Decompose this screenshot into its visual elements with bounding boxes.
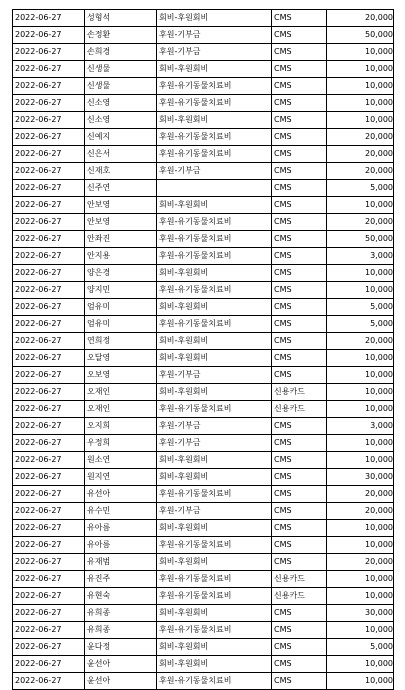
category-cell: 후원-유기동물치료비 <box>157 248 272 265</box>
donor-name-cell: 오재인 <box>85 401 157 418</box>
donor-name-cell: 신재호 <box>85 163 157 180</box>
amount-cell: 20,000 <box>327 163 394 180</box>
table-row <box>13 588 394 605</box>
payment-method-cell: CMS <box>272 282 327 299</box>
table-row <box>13 435 394 452</box>
amount-cell: 10,000 <box>327 401 394 418</box>
table-row <box>13 571 394 588</box>
category-cell: 회비-후원회비 <box>157 299 272 316</box>
donor-name-cell: 양은경 <box>85 265 157 282</box>
donor-name-cell: 유희종 <box>85 605 157 622</box>
category-cell: 후원-유기동물치료비 <box>157 231 272 248</box>
donor-name-cell: 오지희 <box>85 418 157 435</box>
payment-method-cell: 신용카드 <box>272 384 327 401</box>
category-cell: 회비-후원회비 <box>157 61 272 78</box>
donor-name-cell: 윤선아 <box>85 673 157 690</box>
table-row <box>13 503 394 520</box>
category-cell: 후원-기부금 <box>157 367 272 384</box>
table-row <box>13 27 394 44</box>
donor-name-cell: 신예지 <box>85 129 157 146</box>
amount-cell: 5,000 <box>327 639 394 656</box>
amount-cell: 10,000 <box>327 350 394 367</box>
amount-cell: 20,000 <box>327 10 394 27</box>
category-cell: 회비-후원회비 <box>157 469 272 486</box>
payment-method-cell: CMS <box>272 554 327 571</box>
payment-method-cell: CMS <box>272 95 327 112</box>
table-row <box>13 282 394 299</box>
table-row <box>13 265 394 282</box>
donor-name-cell: 유수민 <box>85 503 157 520</box>
category-cell: 회비-후원회비 <box>157 10 272 27</box>
amount-cell: 10,000 <box>327 520 394 537</box>
donor-name-cell: 성형석 <box>85 10 157 27</box>
donor-name-cell: 오재인 <box>85 384 157 401</box>
payment-method-cell: CMS <box>272 605 327 622</box>
table-row <box>13 316 394 333</box>
table-row <box>13 61 394 78</box>
payment-method-cell: CMS <box>272 316 327 333</box>
date-cell: 2022-06-27 <box>13 265 85 282</box>
payment-method-cell: CMS <box>272 673 327 690</box>
amount-cell: 20,000 <box>327 554 394 571</box>
payment-method-cell: 신용카드 <box>272 571 327 588</box>
donor-name-cell: 손희경 <box>85 44 157 61</box>
payment-method-cell: CMS <box>272 163 327 180</box>
category-cell <box>157 180 272 197</box>
amount-cell: 5,000 <box>327 316 394 333</box>
table-row <box>13 639 394 656</box>
donor-name-cell: 엄유미 <box>85 299 157 316</box>
donor-name-cell: 신주연 <box>85 180 157 197</box>
category-cell: 회비-후원회비 <box>157 639 272 656</box>
payment-method-cell: CMS <box>272 537 327 554</box>
category-cell: 회비-후원회비 <box>157 197 272 214</box>
amount-cell: 10,000 <box>327 95 394 112</box>
donor-name-cell: 양지민 <box>85 282 157 299</box>
amount-cell: 10,000 <box>327 435 394 452</box>
amount-cell: 10,000 <box>327 78 394 95</box>
payment-method-cell: CMS <box>272 486 327 503</box>
table-row <box>13 384 394 401</box>
date-cell: 2022-06-27 <box>13 350 85 367</box>
payment-method-cell: CMS <box>272 44 327 61</box>
amount-cell: 10,000 <box>327 571 394 588</box>
table-row <box>13 10 394 27</box>
donor-name-cell: 신은서 <box>85 146 157 163</box>
payment-method-cell: CMS <box>272 265 327 282</box>
table-row <box>13 95 394 112</box>
payment-method-cell: CMS <box>272 656 327 673</box>
table-row <box>13 401 394 418</box>
date-cell: 2022-06-27 <box>13 367 85 384</box>
amount-cell: 10,000 <box>327 197 394 214</box>
date-cell: 2022-06-27 <box>13 588 85 605</box>
category-cell: 후원-유기동물치료비 <box>157 316 272 333</box>
payment-method-cell: CMS <box>272 27 327 44</box>
amount-cell: 50,000 <box>327 27 394 44</box>
donor-name-cell: 엄유미 <box>85 316 157 333</box>
date-cell: 2022-06-27 <box>13 656 85 673</box>
donor-name-cell: 유진주 <box>85 571 157 588</box>
payment-method-cell: CMS <box>272 350 327 367</box>
date-cell: 2022-06-27 <box>13 622 85 639</box>
date-cell: 2022-06-27 <box>13 452 85 469</box>
table-row <box>13 350 394 367</box>
date-cell: 2022-06-27 <box>13 333 85 350</box>
category-cell: 후원-기부금 <box>157 44 272 61</box>
donor-name-cell: 유현숙 <box>85 588 157 605</box>
date-cell: 2022-06-27 <box>13 180 85 197</box>
payment-method-cell: CMS <box>272 452 327 469</box>
table-row <box>13 214 394 231</box>
date-cell: 2022-06-27 <box>13 469 85 486</box>
category-cell: 후원-유기동물치료비 <box>157 571 272 588</box>
table-row <box>13 44 394 61</box>
amount-cell: 10,000 <box>327 367 394 384</box>
date-cell: 2022-06-27 <box>13 146 85 163</box>
donor-name-cell: 신소영 <box>85 95 157 112</box>
date-cell: 2022-06-27 <box>13 27 85 44</box>
payment-method-cell: 신용카드 <box>272 588 327 605</box>
category-cell: 회비-후원회비 <box>157 656 272 673</box>
category-cell: 후원-유기동물치료비 <box>157 622 272 639</box>
date-cell: 2022-06-27 <box>13 384 85 401</box>
donor-name-cell: 연희정 <box>85 333 157 350</box>
amount-cell: 10,000 <box>327 44 394 61</box>
table-row <box>13 112 394 129</box>
date-cell: 2022-06-27 <box>13 112 85 129</box>
payment-method-cell: CMS <box>272 367 327 384</box>
table-row <box>13 146 394 163</box>
category-cell: 후원-유기동물치료비 <box>157 146 272 163</box>
category-cell: 후원-유기동물치료비 <box>157 673 272 690</box>
table-row <box>13 622 394 639</box>
donor-name-cell: 유아름 <box>85 537 157 554</box>
payment-method-cell: CMS <box>272 622 327 639</box>
payment-method-cell: CMS <box>272 112 327 129</box>
table-row <box>13 452 394 469</box>
date-cell: 2022-06-27 <box>13 197 85 214</box>
amount-cell: 10,000 <box>327 656 394 673</box>
table-row <box>13 333 394 350</box>
date-cell: 2022-06-27 <box>13 503 85 520</box>
date-cell: 2022-06-27 <box>13 95 85 112</box>
donor-name-cell: 안보영 <box>85 197 157 214</box>
category-cell: 후원-유기동물치료비 <box>157 214 272 231</box>
amount-cell: 20,000 <box>327 146 394 163</box>
donor-name-cell: 유아름 <box>85 520 157 537</box>
date-cell: 2022-06-27 <box>13 129 85 146</box>
donor-name-cell: 윤선아 <box>85 656 157 673</box>
amount-cell: 20,000 <box>327 486 394 503</box>
table-row <box>13 129 394 146</box>
payment-method-cell: CMS <box>272 299 327 316</box>
ledger-body <box>13 10 394 690</box>
amount-cell: 30,000 <box>327 605 394 622</box>
amount-cell: 5,000 <box>327 180 394 197</box>
date-cell: 2022-06-27 <box>13 605 85 622</box>
amount-cell: 3,000 <box>327 418 394 435</box>
table-row <box>13 180 394 197</box>
table-row <box>13 418 394 435</box>
table-row <box>13 656 394 673</box>
date-cell: 2022-06-27 <box>13 61 85 78</box>
date-cell: 2022-06-27 <box>13 401 85 418</box>
category-cell: 후원-유기동물치료비 <box>157 78 272 95</box>
amount-cell: 10,000 <box>327 673 394 690</box>
date-cell: 2022-06-27 <box>13 673 85 690</box>
payment-method-cell: CMS <box>272 146 327 163</box>
donor-name-cell: 윤다정 <box>85 639 157 656</box>
payment-method-cell: CMS <box>272 180 327 197</box>
donor-name-cell: 손정환 <box>85 27 157 44</box>
amount-cell: 10,000 <box>327 537 394 554</box>
donor-name-cell: 신소영 <box>85 112 157 129</box>
table-row <box>13 486 394 503</box>
date-cell: 2022-06-27 <box>13 44 85 61</box>
table-row <box>13 163 394 180</box>
category-cell: 회비-후원회비 <box>157 350 272 367</box>
date-cell: 2022-06-27 <box>13 537 85 554</box>
category-cell: 후원-기부금 <box>157 27 272 44</box>
date-cell: 2022-06-27 <box>13 520 85 537</box>
amount-cell: 50,000 <box>327 231 394 248</box>
date-cell: 2022-06-27 <box>13 299 85 316</box>
donor-name-cell: 오달영 <box>85 350 157 367</box>
donor-name-cell: 유재범 <box>85 554 157 571</box>
category-cell: 회비-후원회비 <box>157 112 272 129</box>
payment-method-cell: CMS <box>272 503 327 520</box>
date-cell: 2022-06-27 <box>13 435 85 452</box>
amount-cell: 10,000 <box>327 265 394 282</box>
category-cell: 후원-유기동물치료비 <box>157 401 272 418</box>
payment-method-cell: CMS <box>272 333 327 350</box>
category-cell: 회비-후원회비 <box>157 605 272 622</box>
category-cell: 후원-유기동물치료비 <box>157 588 272 605</box>
amount-cell: 3,000 <box>327 248 394 265</box>
table-row <box>13 469 394 486</box>
amount-cell: 10,000 <box>327 588 394 605</box>
table-row <box>13 537 394 554</box>
date-cell: 2022-06-27 <box>13 639 85 656</box>
amount-cell: 20,000 <box>327 503 394 520</box>
amount-cell: 5,000 <box>327 299 394 316</box>
category-cell: 후원-유기동물치료비 <box>157 95 272 112</box>
date-cell: 2022-06-27 <box>13 10 85 27</box>
payment-method-cell: CMS <box>272 520 327 537</box>
amount-cell: 10,000 <box>327 622 394 639</box>
category-cell: 회비-후원회비 <box>157 384 272 401</box>
payment-method-cell: 신용카드 <box>272 401 327 418</box>
category-cell: 회비-후원회비 <box>157 452 272 469</box>
category-cell: 회비-후원회비 <box>157 333 272 350</box>
payment-method-cell: CMS <box>272 418 327 435</box>
donor-name-cell: 안좌진 <box>85 231 157 248</box>
table-row <box>13 231 394 248</box>
category-cell: 후원-기부금 <box>157 435 272 452</box>
date-cell: 2022-06-27 <box>13 78 85 95</box>
category-cell: 회비-후원회비 <box>157 554 272 571</box>
table-row <box>13 78 394 95</box>
table-row <box>13 520 394 537</box>
date-cell: 2022-06-27 <box>13 554 85 571</box>
table-row <box>13 605 394 622</box>
payment-method-cell: CMS <box>272 248 327 265</box>
date-cell: 2022-06-27 <box>13 418 85 435</box>
amount-cell: 10,000 <box>327 384 394 401</box>
payment-method-cell: CMS <box>272 435 327 452</box>
category-cell: 후원-기부금 <box>157 163 272 180</box>
amount-cell: 10,000 <box>327 452 394 469</box>
date-cell: 2022-06-27 <box>13 571 85 588</box>
date-cell: 2022-06-27 <box>13 231 85 248</box>
donation-ledger-table <box>12 9 394 690</box>
donor-name-cell: 안지용 <box>85 248 157 265</box>
payment-method-cell: CMS <box>272 469 327 486</box>
category-cell: 후원-유기동물치료비 <box>157 282 272 299</box>
date-cell: 2022-06-27 <box>13 486 85 503</box>
amount-cell: 20,000 <box>327 333 394 350</box>
amount-cell: 20,000 <box>327 129 394 146</box>
category-cell: 회비-후원회비 <box>157 520 272 537</box>
table-row <box>13 197 394 214</box>
table-row <box>13 554 394 571</box>
date-cell: 2022-06-27 <box>13 282 85 299</box>
donor-name-cell: 유선아 <box>85 486 157 503</box>
payment-method-cell: CMS <box>272 61 327 78</box>
donor-name-cell: 신생물 <box>85 78 157 95</box>
donor-name-cell: 우정희 <box>85 435 157 452</box>
amount-cell: 20,000 <box>327 214 394 231</box>
donor-name-cell: 안보영 <box>85 214 157 231</box>
payment-method-cell: CMS <box>272 639 327 656</box>
amount-cell: 10,000 <box>327 112 394 129</box>
payment-method-cell: CMS <box>272 10 327 27</box>
payment-method-cell: CMS <box>272 231 327 248</box>
amount-cell: 30,000 <box>327 469 394 486</box>
category-cell: 후원-기부금 <box>157 418 272 435</box>
donor-name-cell: 원지연 <box>85 469 157 486</box>
category-cell: 후원-유기동물치료비 <box>157 486 272 503</box>
donor-name-cell: 유희종 <box>85 622 157 639</box>
category-cell: 후원-기부금 <box>157 503 272 520</box>
payment-method-cell: CMS <box>272 197 327 214</box>
donor-name-cell: 오보영 <box>85 367 157 384</box>
date-cell: 2022-06-27 <box>13 214 85 231</box>
table-row <box>13 299 394 316</box>
donor-name-cell: 신생물 <box>85 61 157 78</box>
table-row <box>13 248 394 265</box>
payment-method-cell: CMS <box>272 214 327 231</box>
donor-name-cell: 원소연 <box>85 452 157 469</box>
category-cell: 후원-유기동물치료비 <box>157 537 272 554</box>
date-cell: 2022-06-27 <box>13 163 85 180</box>
date-cell: 2022-06-27 <box>13 316 85 333</box>
table-row <box>13 673 394 690</box>
date-cell: 2022-06-27 <box>13 248 85 265</box>
category-cell: 회비-후원회비 <box>157 265 272 282</box>
amount-cell: 10,000 <box>327 61 394 78</box>
category-cell: 후원-유기동물치료비 <box>157 129 272 146</box>
payment-method-cell: CMS <box>272 129 327 146</box>
payment-method-cell: CMS <box>272 78 327 95</box>
amount-cell: 10,000 <box>327 282 394 299</box>
table-row <box>13 367 394 384</box>
